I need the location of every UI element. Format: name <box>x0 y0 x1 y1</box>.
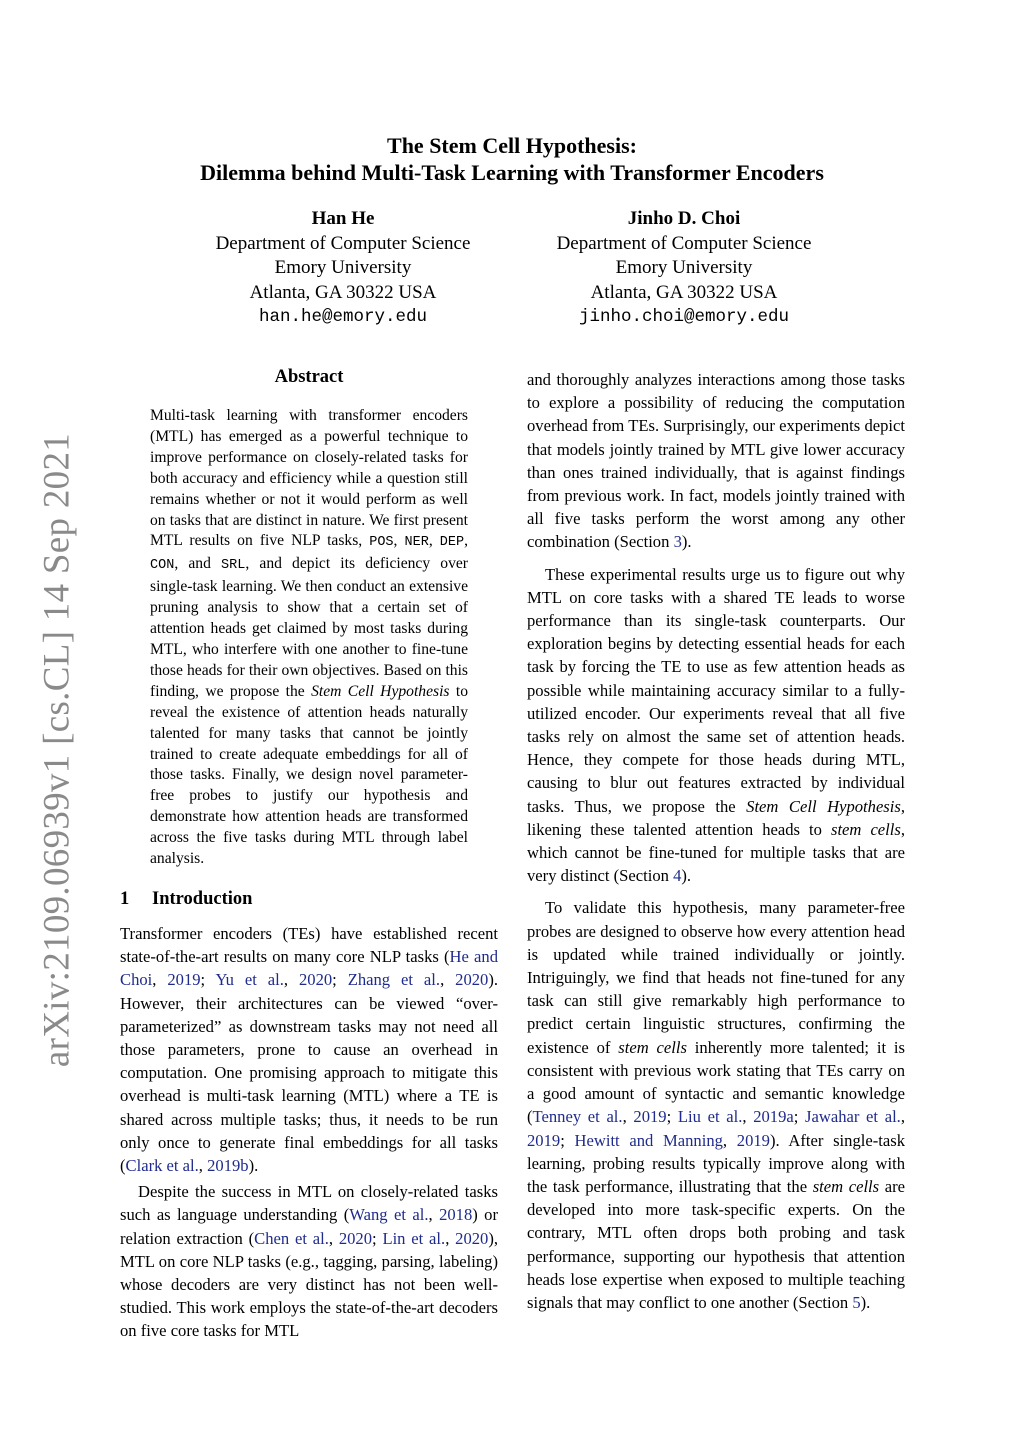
author-block-2 <box>514 207 854 330</box>
separator: , <box>900 1107 905 1127</box>
author-email[interactable]: han.he@emory.edu <box>258 307 428 327</box>
left-column <box>120 364 498 1343</box>
text: To validate this hypothesis, many parameter-free probes are designed to observe how every attention head is updated while trained individually or jointly. Intriguingly, we find that heads not fine-tuned for any task can still give remarkably high performance to predict certain linguistic structures, confirming the existence of <box>527 898 905 1057</box>
text: ). After single-task learning, probing results typically improve along with the task performance, illustrating that the <box>527 1130 905 1196</box>
separator: , <box>622 1107 634 1127</box>
citation-link[interactable]: Liu et al. <box>677 1107 743 1127</box>
text: , likening these talented attention heads to <box>527 796 905 839</box>
section-heading-introduction <box>120 887 498 911</box>
arxiv-identifier-stamp: arXiv:2109.06939v1 [cs.CL] 14 Sep 2021 <box>36 432 78 1068</box>
citation-year-link[interactable]: 2020 <box>298 970 333 990</box>
author-email[interactable]: jinho.choi@emory.edu <box>578 307 790 327</box>
separator: , <box>328 1228 339 1248</box>
text: Transformer encoders (TEs) have established recent state-of-the-art results on many core NLP tasks ( <box>120 923 498 967</box>
citation-link[interactable]: Chen et al. <box>254 1228 329 1248</box>
intro-paragraph-2 <box>120 1180 498 1342</box>
author-name: Jinho D. Choi <box>627 208 741 229</box>
citation-year-link[interactable]: 2018 <box>439 1205 473 1225</box>
text: ). However, their architectures can be viewed “over-parameterized” as downstream tasks may not need all those parameters, prone to cause an overhead in computation. One promising approach to mitigate this overhead is multi-task learning (MTL) where a TE is shared across multiple tasks; thus, it needs to be run only once to generate final embeddings for all tasks ( <box>120 970 499 1175</box>
stem-cells-term: stem cells <box>830 819 901 839</box>
task-name-con: CON <box>150 558 175 574</box>
abstract-text <box>150 406 468 870</box>
text: ). <box>681 532 692 552</box>
author-department: Department of Computer Science <box>556 232 812 254</box>
section-reference-link[interactable]: 5 <box>852 1292 861 1312</box>
citation-year-link[interactable]: 2019 <box>527 1130 561 1150</box>
citation-year-link[interactable]: 2020 <box>338 1228 373 1248</box>
abstract-heading: Abstract <box>274 367 344 387</box>
separator: ; <box>332 970 348 990</box>
author-location: Atlanta, GA 30322 USA <box>590 281 778 303</box>
citation-link[interactable]: Yu et al. <box>215 970 284 990</box>
author-location: Atlanta, GA 30322 USA <box>249 281 437 303</box>
citation-year-link[interactable]: 2019a <box>753 1107 794 1127</box>
section-title: Introduction <box>152 888 253 909</box>
task-name-dep: DEP <box>439 535 465 551</box>
intro-paragraph-1 <box>120 922 498 1177</box>
text: are developed into more task-specific experts. On the contrary, MTL often drops both probing and task performance, supporting our hypothesis that attention heads lose expertise when exposed to multiple teaching signals that may conflict to one another (Section <box>527 1176 905 1312</box>
separator: , and <box>174 555 222 573</box>
hypothesis-term: Stem Cell Hypothesis <box>311 682 450 700</box>
citation-link[interactable]: Jawahar et al. <box>805 1107 901 1127</box>
abstract-text-part: , and depict its deficiency over single-task learning. We then conduct an extensive pruning analysis to show that a certain set of attention heads get claimed by most tasks during MTL, who interfere with one another to fine-tune those heads for their own objectives. Based on this finding, we propose the <box>150 555 468 700</box>
citation-year-link[interactable]: 2019 <box>167 970 201 990</box>
separator: , <box>464 532 469 550</box>
citation-link[interactable]: Hewitt and Manning <box>574 1130 723 1150</box>
separator: ; <box>200 970 216 990</box>
task-name-pos: POS <box>369 535 394 551</box>
text: inherently more talented; it is consistent with previous work stating that TEs carry on a good amount of syntactic and semantic knowledge ( <box>527 1037 905 1127</box>
section-reference-link[interactable]: 4 <box>673 866 682 886</box>
hypothesis-term: Stem Cell Hypothesis <box>746 796 901 816</box>
author-university: Emory University <box>615 257 753 278</box>
separator: , <box>198 1155 208 1175</box>
text: ). <box>681 866 692 886</box>
citation-year-link[interactable]: 2019 <box>633 1107 667 1127</box>
citation-link[interactable]: Zhang et al. <box>347 970 441 990</box>
section-number: 1 <box>120 888 130 909</box>
text: These experimental results urge us to figure out why MTL on core tasks with a shared TE leads to worse performance than its single-task counterparts. Our exploration begins by detecting essential heads for each task by forcing the TE to use as few attention heads as possible while maintaining accuracy similar to a fully-utilized encoder. Our experiments reveal that all five tasks rely on almost the same set of attention heads. Hence, they compete for those heads during MTL, causing to blur out features extracted by individual tasks. Thus, we propose the <box>527 564 905 816</box>
citation-year-link[interactable]: 2019b <box>207 1155 249 1175</box>
citation-link[interactable]: Wang et al. <box>349 1205 429 1225</box>
separator: ; <box>560 1130 575 1150</box>
abstract-text-part: Multi-task learning with transformer encoders (MTL) has emerged as a powerful technique to improve performance on closely-related tasks for both accuracy and efficiency while a question still remains whether or not it would perform as well on tasks that are distinct in nature. We first present MTL results on five NLP tasks, <box>150 407 468 550</box>
task-name-srl: SRL <box>221 558 246 574</box>
intro-paragraph-3 <box>527 368 905 554</box>
text: ). <box>248 1155 259 1175</box>
separator: , <box>428 532 440 550</box>
stem-cells-term: stem cells <box>812 1176 880 1196</box>
separator: , <box>445 1228 456 1248</box>
citation-link[interactable]: Lin et al. <box>382 1228 446 1248</box>
citation-year-link[interactable]: 2019 <box>736 1130 770 1150</box>
author-name: Han He <box>311 208 375 229</box>
separator: , <box>440 970 456 990</box>
citation-link[interactable]: Clark et al. <box>125 1155 199 1175</box>
paper-title <box>0 132 1024 186</box>
text: ), MTL on core NLP tasks (e.g., tagging, parsing, labeling) whose decoders are very distinct has not been well-studied. This work employs the state-of-the-art decoders on five core tasks for MTL <box>120 1228 499 1341</box>
title-line-2: Dilemma behind Multi-Task Learning with Transformer Encoders <box>200 160 824 185</box>
text: and thoroughly analyzes interactions among those tasks to explore a possibility of reducing the computation overhead from TEs. Surprisingly, our experiments depict that models jointly trained by MTL give lower accuracy than ones trained individually, that is against findings from previous work. In fact, models jointly trained with all five tasks perform the worst among any other combination (Section <box>527 370 905 552</box>
citation-link[interactable]: Tenney et al. <box>532 1107 623 1127</box>
separator: , <box>152 970 168 990</box>
author-block-1 <box>173 207 513 330</box>
separator: ; <box>372 1228 383 1248</box>
intro-paragraph-5 <box>527 896 905 1314</box>
separator: , <box>428 1205 440 1225</box>
separator: , <box>393 532 405 550</box>
citation-year-link[interactable]: 2020 <box>455 1228 489 1248</box>
separator: ; <box>793 1107 806 1127</box>
text: , which cannot be fine-tuned for multiple tasks that are very distinct (Section <box>527 819 906 886</box>
text: ) or relation extraction ( <box>120 1205 499 1248</box>
section-reference-link[interactable]: 3 <box>673 532 682 552</box>
author-department: Department of Computer Science <box>215 232 471 254</box>
right-column <box>527 368 905 1314</box>
separator: ; <box>666 1107 678 1127</box>
abstract-text-part: to reveal the existence of attention heads naturally talented for many tasks that cannot be jointly trained to create adequate embeddings for all of those tasks. Finally, we design novel parameter-free probes to justify our hypothesis and demonstrate how attention heads are transformed across the five tasks during MTL through label analysis. <box>150 682 469 868</box>
text: ). <box>860 1292 871 1312</box>
author-university: Emory University <box>274 257 412 278</box>
text: Despite the success in MTL on closely-related tasks such as language understanding ( <box>120 1182 498 1225</box>
separator: , <box>742 1107 754 1127</box>
citation-link[interactable]: He and Choi <box>120 947 498 990</box>
separator: , <box>283 970 299 990</box>
task-name-ner: NER <box>404 535 429 551</box>
separator: , <box>722 1130 737 1150</box>
intro-paragraph-4 <box>527 563 905 888</box>
citation-year-link[interactable]: 2020 <box>455 970 489 990</box>
stem-cells-term: stem cells <box>618 1037 687 1057</box>
title-line-1: The Stem Cell Hypothesis: <box>387 133 637 158</box>
